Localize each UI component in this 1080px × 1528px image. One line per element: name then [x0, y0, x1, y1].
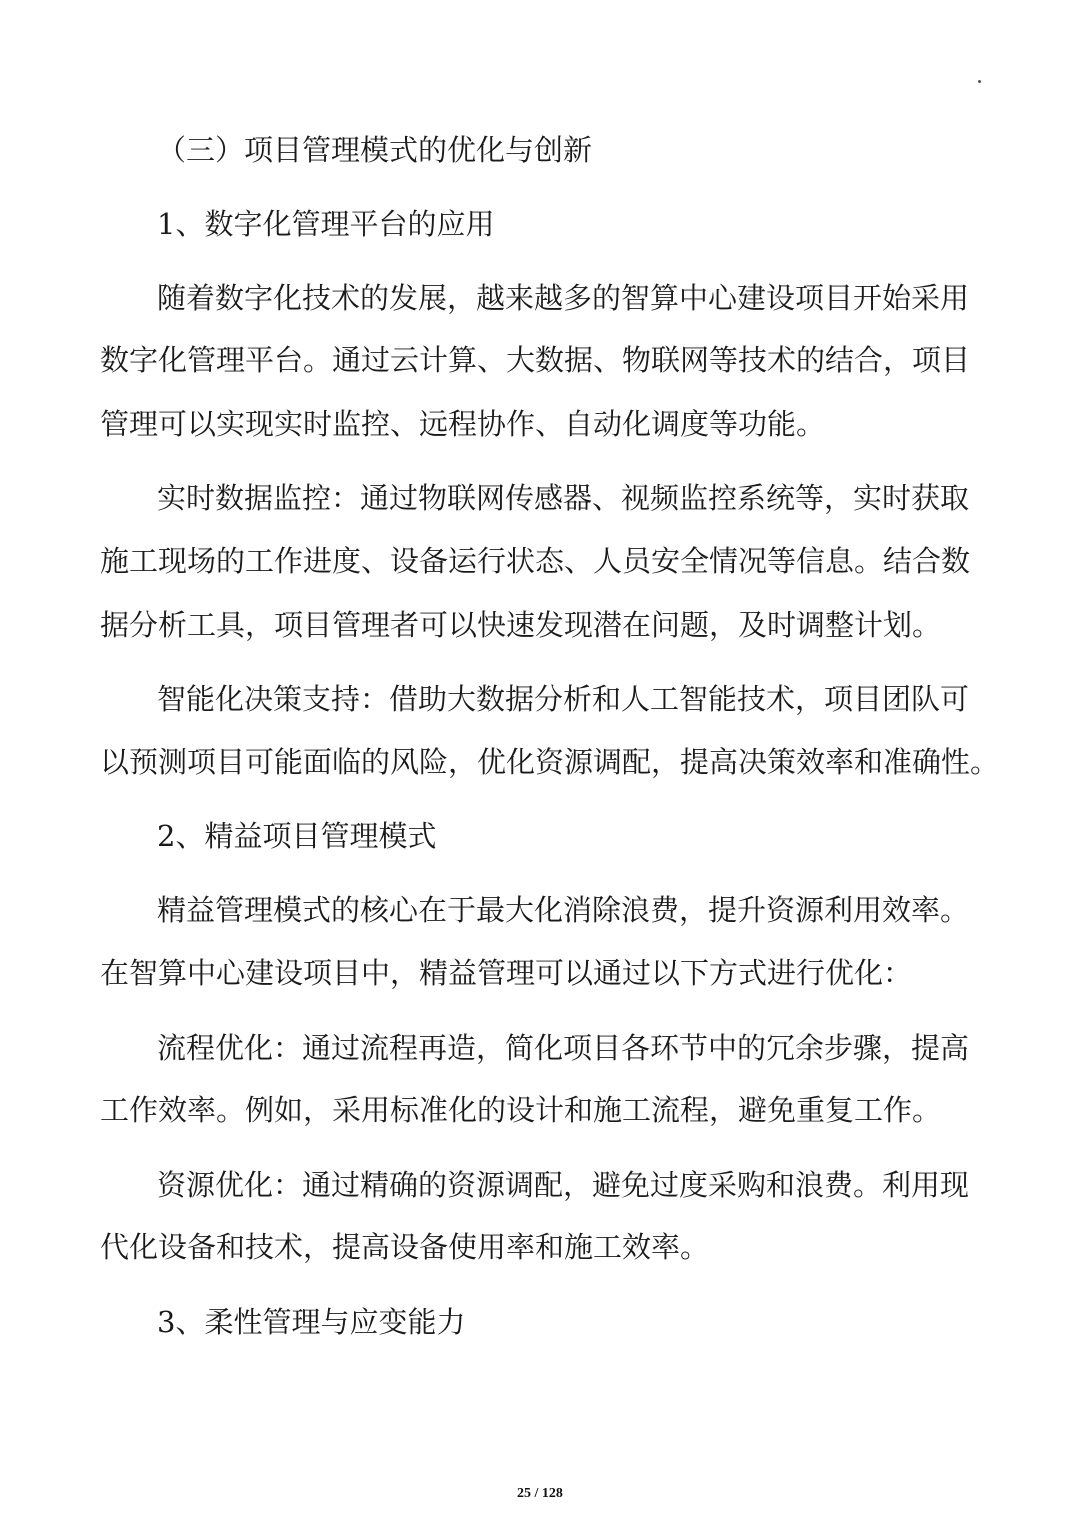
para-2-line-3: 据分析工具，项目管理者可以快速发现潜在问题，及时调整计划。 — [100, 608, 942, 642]
para-3-line-2: 以预测项目可能面临的风险，优化资源调配，提高决策效率和准确性。 — [100, 745, 1000, 779]
para-6-line-1: 资源优化：通过精确的资源调配，避免过度采购和浪费。利用现 — [157, 1168, 970, 1202]
para-3-line-1: 智能化决策支持：借助大数据分析和人工智能技术，项目团队可 — [157, 682, 970, 716]
para-5-line-1: 流程优化：通过流程再造，简化项目各环节中的冗余步骤，提高 — [157, 1031, 970, 1065]
para-2-line-1: 实时数据监控：通过物联网传感器、视频监控系统等，实时获取 — [157, 481, 970, 515]
para-5-line-2: 工作效率。例如，采用标准化的设计和施工流程，避免重复工作。 — [100, 1093, 942, 1127]
para-1-line-3: 管理可以实现实时监控、远程协作、自动化调度等功能。 — [100, 407, 826, 441]
section-2-title: 2、精益项目管理模式 — [157, 819, 437, 853]
heading: （三）项目管理模式的优化与创新 — [157, 133, 593, 167]
para-4-line-1: 精益管理模式的核心在于最大化消除浪费，提升资源利用效率。 — [157, 893, 970, 927]
section-3-title: 3、柔性管理与应变能力 — [157, 1305, 466, 1339]
para-1-line-1: 随着数字化技术的发展，越来越多的智算中心建设项目开始采用 — [157, 281, 970, 315]
corner-mark — [978, 80, 981, 83]
para-6-line-2: 代化设备和技术，提高设备使用率和施工效率。 — [100, 1230, 710, 1264]
para-4-line-2: 在智算中心建设项目中，精益管理可以通过以下方式进行优化： — [100, 956, 913, 990]
section-1-title: 1、数字化管理平台的应用 — [157, 207, 495, 241]
page-number: 25 / 128 — [517, 1486, 563, 1501]
para-2-line-2: 施工现场的工作进度、设备运行状态、人员安全情况等信息。结合数 — [100, 544, 971, 578]
para-1-line-2: 数字化管理平台。通过云计算、大数据、物联网等技术的结合，项目 — [100, 343, 971, 377]
